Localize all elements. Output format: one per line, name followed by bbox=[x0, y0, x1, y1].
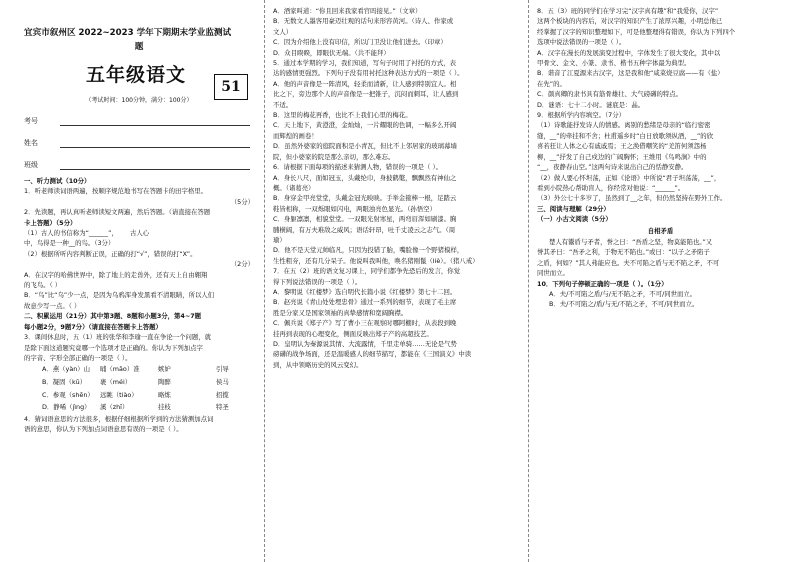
text-line: 三、阅读与理解（29分） bbox=[537, 204, 610, 213]
text-line: 经掌握了汉字的知识整理如下，可是他整理得有错误，你认为下列四个 bbox=[537, 27, 736, 36]
text-line: D．谜语：七十二小时。谜底是：晶。 bbox=[537, 100, 645, 109]
grade-title: 五年级语文 bbox=[86, 64, 187, 86]
text-line: A．黎明说《红楼梦》选自明代长篇小说《红楼梦》第七十二回。 bbox=[273, 287, 457, 296]
text-line: （1）古人的书信称为“______”， 古人心 bbox=[24, 229, 150, 238]
question-10 bbox=[537, 279, 784, 310]
text-line: 不适。 bbox=[273, 100, 293, 109]
field-blank-line[interactable] bbox=[60, 125, 250, 126]
field-blank-line[interactable] bbox=[60, 169, 250, 170]
text-line: 得下列说法错误的一项是（ ）。 bbox=[273, 277, 362, 286]
text-line: C．因为介绍他上没有印信，所以门卫没让他们进去。（印章） bbox=[273, 38, 447, 47]
student-field[interactable] bbox=[24, 132, 254, 154]
text-line: 9．根据所学内容填空。（7分） bbox=[537, 111, 626, 120]
text-line: B．“鸟”比“乌”少一点，是因为乌鸦浑身发黑看不清眼睛，所以人们 bbox=[24, 291, 215, 300]
text-line: （2）根据所听内容判断正误，正确的打“√”，错误的打“X”。 bbox=[24, 249, 197, 258]
option-cell: 嫉妒 bbox=[158, 365, 171, 374]
option-cell: 特圣 bbox=[216, 403, 229, 412]
text-line: C．颜真卿的隶书具有筋骨雄壮、大气磅礴的特点。 bbox=[537, 90, 683, 99]
text-line: 喜若狂让人体之心有戚戚焉；王之涣借嘲笑的“羌笛何须怨杨 bbox=[537, 142, 707, 151]
text-line: 鞋皆相称，一双烁眼如闪电，两眼浊亮色显光。（孙悟空） bbox=[273, 204, 436, 213]
text-line: A．汉字在漫长的发展演变过程中，字体发生了很大变化，其中以 bbox=[537, 48, 721, 57]
text-line: 的飞鸟。（ ） bbox=[24, 281, 62, 290]
option-cell: C．参观（shēn） bbox=[42, 390, 94, 399]
student-field[interactable] bbox=[24, 154, 254, 176]
text-line: 10．下列句子停顿正确的一项是（ ）。（1分） bbox=[537, 279, 668, 288]
text-line: A．夫/不可陷之盾/与/无不陷之矛，不可/同世而立。 bbox=[549, 289, 697, 298]
text-line: 文人） bbox=[273, 27, 293, 36]
option-cell: 引导 bbox=[216, 365, 229, 374]
text-line: 的字音、字形全部正确的一项是（ ）。 bbox=[24, 353, 132, 362]
text-line: 7．在五（2）班的语文复习课上，同学们都争先恐后的发言，你觉 bbox=[273, 267, 461, 276]
q4-stem bbox=[24, 414, 254, 435]
paper-number: 51 bbox=[214, 74, 248, 100]
text-line: 缝，__”的牵挂和不舍；杜甫遥乡时“白日放歌须纵酒，__”的欣 bbox=[537, 131, 714, 140]
exam-info: （考试时间：100分钟，满分：100分） bbox=[85, 97, 193, 104]
text-line: 6．请根据下面每项的描述来猜测人物，错误的一项是（ ）。 bbox=[273, 163, 443, 172]
left-questions bbox=[24, 176, 254, 363]
text-line: 生性粗夯，还有几分呆子。他说叫我叫他，唤名猪刚鬣（liè）。（猪八戒） bbox=[273, 256, 479, 265]
text-line: D．皇明认为秦源说其情、大流露情，千里走单骑……无论是气势 bbox=[273, 340, 457, 348]
text-line: 中，鸟得是一种__的鸟。（3分） bbox=[24, 239, 115, 248]
right-questions bbox=[537, 6, 784, 225]
text-line: 脯横阔，有万夫难敌之威风；语话轩昂，吐千丈凌云之志气。（周 bbox=[273, 225, 456, 234]
text-line: B．谐音了江夏源来古汉字，这是我和他“咸菜烧豆腐——有（盐） bbox=[537, 69, 724, 78]
text-line: 3．课间休息时，五（1）班的张华和李瑜一直在争论一个问题，就 bbox=[24, 333, 212, 342]
text-line: “__，夜静春山空。”这两句诗来说出自己的恬静安静。 bbox=[537, 163, 688, 172]
text-line: 在先”的。 bbox=[537, 79, 566, 88]
text-line: （2分） bbox=[230, 260, 254, 269]
middle-questions bbox=[273, 6, 522, 370]
text-line: D．他不是天堂元帅临凡，只因为投错了胎，嘴脸像一个野猪模样， bbox=[273, 246, 464, 255]
option-cell: 侯马 bbox=[216, 377, 229, 386]
field-label: 姓名 bbox=[24, 139, 38, 147]
text-line: （2）做人要心怀坦荡，正如《论语》中所说“君子坦荡荡，__”， bbox=[537, 173, 721, 182]
option-cell: B．凝固（kū） bbox=[42, 377, 87, 386]
q3-options bbox=[42, 363, 254, 413]
text-line: C．天上地下，黄澄澄，金灿灿，一片耀眼的色调，一幅多么开阔 bbox=[273, 121, 457, 130]
text-line: D．虽然外婆家的庭院面积是小青瓦，但比不上邻居家的玻璃幕墙 bbox=[273, 142, 457, 151]
exam-title-line2: 题 bbox=[134, 42, 144, 52]
passage-line: 之盾，何如？”其人弗能应也。夫不可陷之盾与无不陷之矛，不可 bbox=[537, 258, 720, 267]
text-line: 故意少写一点。（ ） bbox=[24, 301, 81, 310]
exam-title-line1: 宜宾市叙州区 2022~2023 学年下期期末学业监测试 bbox=[24, 28, 232, 38]
text-line: 选项中说法错误的一项是（ ）。 bbox=[537, 38, 626, 47]
text-line: 磅礴的战争场面，还是温暖感人的细节描写，都能在《三国演义》中读 bbox=[273, 350, 472, 359]
text-line: （5分） bbox=[230, 197, 254, 206]
option-cell: 溪（zhī） bbox=[100, 403, 129, 412]
text-line: 达的感情更强烈。下列句子没有用衬托这种表达方式的一项是（ ）。 bbox=[273, 69, 464, 78]
option-cell: 远眺（tiào） bbox=[100, 390, 138, 399]
passage-text bbox=[537, 237, 784, 279]
text-line: A．酒家叫道：“你且回来我家看官吗接见。”（文章） bbox=[273, 7, 422, 15]
option-cell: 略炼 bbox=[158, 390, 171, 399]
passage-line: 同世而立。 bbox=[537, 269, 569, 278]
text-line: （3）外公七十多岁了，虽然到了__之年，但仍然坚持在野外工作。 bbox=[537, 194, 727, 203]
text-line: 1．听老师读词语两遍，按顺序规范地书写在答题卡的田字格里。 bbox=[24, 187, 208, 196]
field-label: 班级 bbox=[24, 161, 38, 169]
passage-title: 自相矛盾 bbox=[647, 226, 674, 235]
text-line: 是除下面这道题究竟哪一个选项才是正确的。你认为下列加点字 bbox=[24, 343, 203, 352]
text-line: 胜是分家又是国家领袖的真挚感情和宽阔胸襟。 bbox=[273, 308, 408, 317]
option-cell: D．静唏（jìng） bbox=[42, 403, 91, 412]
text-line: 到，从中领略历史的风云变幻。 bbox=[273, 360, 363, 369]
text-line: 2．先读题，再认真听老师读短文两遍，然后答题。（请直接在答题 bbox=[24, 208, 211, 217]
text-line: 4．猜词语意思的方法很多，根据仔细根据所学到的方法猜测加点词 bbox=[24, 414, 214, 423]
text-line: 概。（诸葛亮） bbox=[273, 183, 315, 192]
text-line: C．佩兵说《郑子产》写了曹小三在观察时哪阿棚时，从表段到晚 bbox=[273, 319, 457, 328]
text-line: 5．通过本学期的学习，我们知道，写句子时用了衬托的方式，表 bbox=[273, 59, 457, 68]
text-line: 每小题2分，9题7分）（请直接在答题卡上答题） bbox=[24, 322, 162, 331]
text-line: 看到小院热心帮助盲人，你经常对他说：“______”。 bbox=[537, 183, 685, 192]
field-label: 考号 bbox=[24, 117, 38, 125]
option-cell: 晡（māo）准 bbox=[100, 365, 140, 374]
text-line: C．身躯凛凛，相貌堂堂。一双眼光射寒星，两弯眉浑如刷漆。胸 bbox=[273, 215, 457, 224]
text-line: 挂再到表现的心理变化，侧面反映出郑子产的高超技艺。 bbox=[273, 329, 433, 338]
text-line: 院，但小婆家的院是那么亲切，那么难忘。 bbox=[273, 152, 395, 161]
option-cell: 挂枝 bbox=[158, 403, 171, 412]
text-line: 比之下，旁边那个人的声音像是一把锥子，沉闷而刺耳，让人感到 bbox=[273, 90, 459, 99]
text-line: 8．五（3）班的同学们在学习完“汉字真有趣”和“我爱你，汉字” bbox=[537, 7, 719, 15]
option-cell: 陶醉 bbox=[158, 377, 171, 386]
text-line: B．赵亮说《青山处处埋忠骨》通过一系列的细节，表现了毛主席 bbox=[273, 298, 457, 307]
student-fields bbox=[24, 110, 254, 176]
text-line: （一）小古文阅读（5分） bbox=[537, 215, 612, 224]
text-line: （1）诗歌能抒发诗人的情感。离别的愁绪是母亲的“临行密密 bbox=[537, 121, 711, 130]
field-blank-line[interactable] bbox=[60, 147, 250, 148]
text-line: A．身长八尺，面如冠玉，头戴纶巾，身披鹤氅，飘飘然有神仙之 bbox=[273, 173, 457, 182]
text-line: 而辉煌的画卷！ bbox=[273, 131, 318, 140]
right-column bbox=[528, 0, 794, 562]
option-cell: A．燕（yàn）山 bbox=[42, 365, 91, 374]
student-field[interactable] bbox=[24, 110, 254, 132]
middle-column bbox=[264, 0, 526, 562]
text-line: 一、听力测试（10分） bbox=[24, 177, 91, 185]
text-line: 卡上答题）（5分） bbox=[24, 218, 77, 227]
passage-line: 誉其矛曰：“吾矛之利，于物无不陷也。”或曰：“以子之矛陷子 bbox=[537, 248, 710, 257]
text-line: 二、积累运用（21分）其中第3题、8题和小题3分，第4~7题 bbox=[24, 312, 202, 321]
text-line: 这两个板块的内容后，对汉字的知识产生了浓厚兴趣，小明总他已 bbox=[537, 17, 723, 26]
text-line: B．身穿金甲亮堂堂，头戴金冠光映映。手举金箍棒一根，足踏云 bbox=[273, 194, 457, 203]
text-line: 柳，__”抒发了自己戍边的广阔胸怀；王维用《鸟鸣涧》中的 bbox=[537, 152, 707, 161]
passage-line: 楚人有鬻盾与矛者，誉之曰：“吾盾之坚，物莫能陷也。”又 bbox=[549, 237, 713, 246]
text-line: D．众目睽睽，即眼伏无端。（共不能拜） bbox=[273, 48, 390, 57]
text-line: B．这里的梅花再香，也比不上我们心里的梅花。 bbox=[273, 111, 412, 120]
text-line: 瑜） bbox=[273, 235, 286, 244]
text-line: 甲骨文、金文、小篆、隶书、楷书五种字体最为典型。 bbox=[537, 59, 691, 68]
text-line: B．无数文人墨客用豪迈壮观的话句来形容黄河。（诗人、作家或 bbox=[273, 17, 454, 26]
option-cell: 裹（méi） bbox=[100, 377, 132, 386]
text-line: A．他的声音像是一阵清风，轻柔而清新，让人感到特别宜人。相 bbox=[273, 79, 457, 88]
text-line: B．夫/不可陷之/盾/与无/不陷之矛，不可/同世而立。 bbox=[549, 300, 699, 309]
text-line: A．在汉字的哈佛世界中，除了地上的走兽外，还有天上自由翱翔 bbox=[24, 270, 208, 279]
option-cell: 招揽 bbox=[216, 390, 229, 399]
text-line: 语的意思，你认为下列加点词语意思有误的一项是（ ）。 bbox=[24, 425, 183, 434]
